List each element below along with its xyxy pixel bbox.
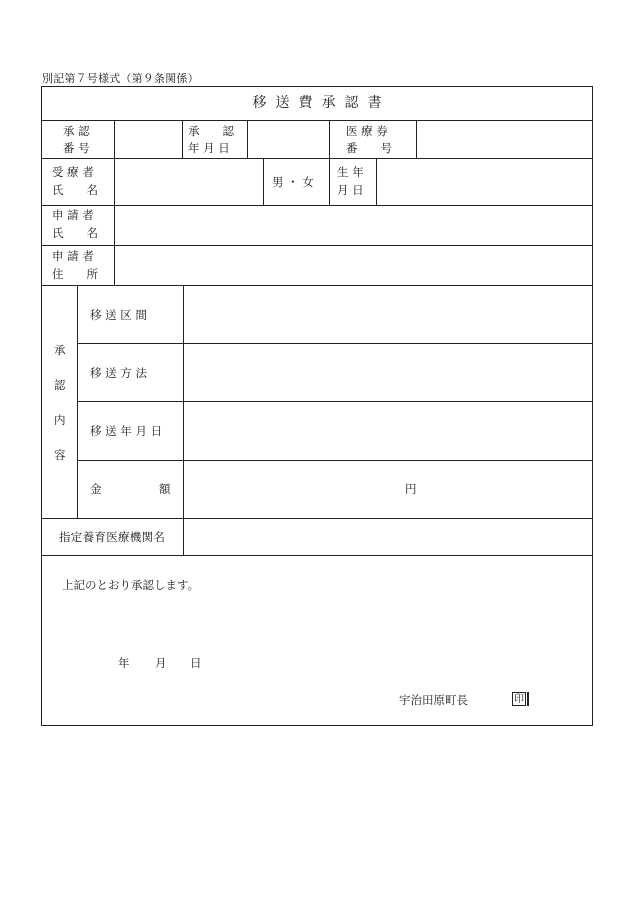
contents-side-char-2: 認 <box>54 378 66 392</box>
gender-choice[interactable]: 男 ・ 女 <box>272 175 314 189</box>
rule-row4-bottom <box>41 285 593 286</box>
transfer-section-label: 移 送 区 間 <box>90 308 147 322</box>
date-day: 日 <box>190 656 202 670</box>
birth-date-label-2: 月 日 <box>337 183 364 197</box>
rule-date-bottom <box>77 460 593 461</box>
rule-row3-bottom <box>41 245 593 246</box>
approval-date-field[interactable] <box>251 124 325 154</box>
amount-unit: 円 <box>405 482 417 496</box>
approval-number-label-2: 番 号 <box>63 141 90 155</box>
patient-name-field[interactable] <box>118 162 258 202</box>
medical-ticket-field[interactable] <box>420 124 588 154</box>
transfer-date-field[interactable] <box>188 406 588 456</box>
col-approval-no <box>114 120 115 158</box>
rule-title-bottom <box>41 120 593 121</box>
approval-number-label-1: 承 認 <box>63 124 90 138</box>
patient-name-label-2: 氏 名 <box>52 183 98 197</box>
form-title: 移送費承認書 <box>252 95 391 111</box>
amount-label-1: 金 <box>90 482 102 496</box>
transfer-date-label: 移 送 年 月 日 <box>90 424 163 438</box>
col-gender-left <box>263 158 264 205</box>
issuer-title: 宇治田原町長 <box>399 693 468 707</box>
transfer-section-field[interactable] <box>188 290 588 340</box>
transfer-method-field[interactable] <box>188 348 588 398</box>
approval-date-label-2: 年 月 日 <box>188 141 230 155</box>
institution-label: 指定養育医療機関名 <box>59 530 166 544</box>
seal-mark: 印 <box>514 694 524 705</box>
applicant-name-label-1: 申 請 者 <box>52 208 94 222</box>
col-insurance-label <box>329 120 330 158</box>
rule-institution-bottom <box>41 555 593 556</box>
rule-section-bottom <box>77 343 593 344</box>
medical-ticket-label-2: 番 号 <box>346 141 392 155</box>
contents-side-char-4: 容 <box>54 448 66 462</box>
date-year: 年 <box>118 656 130 670</box>
applicant-name-field[interactable] <box>118 208 588 242</box>
applicant-address-label-2: 住 所 <box>52 267 98 281</box>
form-reference: 別記第７号様式（第９条関係） <box>42 72 199 85</box>
col-applicant-label <box>114 205 115 285</box>
birth-date-field[interactable] <box>380 162 588 202</box>
contents-side-char-3: 内 <box>54 413 66 427</box>
amount-label-2: 額 <box>159 482 171 496</box>
approval-statement: 上記のとおり承認します。 <box>62 578 200 592</box>
seal-bar <box>527 692 529 706</box>
col-approval-date-value <box>247 120 248 158</box>
rule-row1-bottom <box>41 158 593 159</box>
date-month: 月 <box>155 656 167 670</box>
col-insurance-value <box>416 120 417 158</box>
col-approval-date-label <box>182 120 183 158</box>
applicant-address-field[interactable] <box>118 249 588 283</box>
amount-field[interactable] <box>188 465 398 513</box>
approval-date-label-1: 承 認 <box>188 124 234 138</box>
contents-side-char-1: 承 <box>54 343 66 357</box>
col-patient-label <box>114 158 115 205</box>
rule-row2-bottom <box>41 205 593 206</box>
transfer-method-label: 移 送 方 法 <box>90 366 147 380</box>
institution-field[interactable] <box>188 522 588 552</box>
applicant-name-label-2: 氏 名 <box>52 226 98 240</box>
rule-method-bottom <box>77 401 593 402</box>
medical-ticket-label-1: 医 療 券 <box>346 124 388 138</box>
col-contents-side <box>77 285 78 518</box>
rule-contents-bottom <box>41 518 593 519</box>
approval-number-field[interactable] <box>118 124 178 154</box>
col-gender-right <box>329 158 330 205</box>
col-birth-value <box>376 158 377 205</box>
applicant-address-label-1: 申 請 者 <box>52 249 94 263</box>
col-contents-value <box>183 285 184 555</box>
patient-name-label-1: 受 療 者 <box>52 165 94 179</box>
birth-date-label-1: 生 年 <box>337 165 364 179</box>
